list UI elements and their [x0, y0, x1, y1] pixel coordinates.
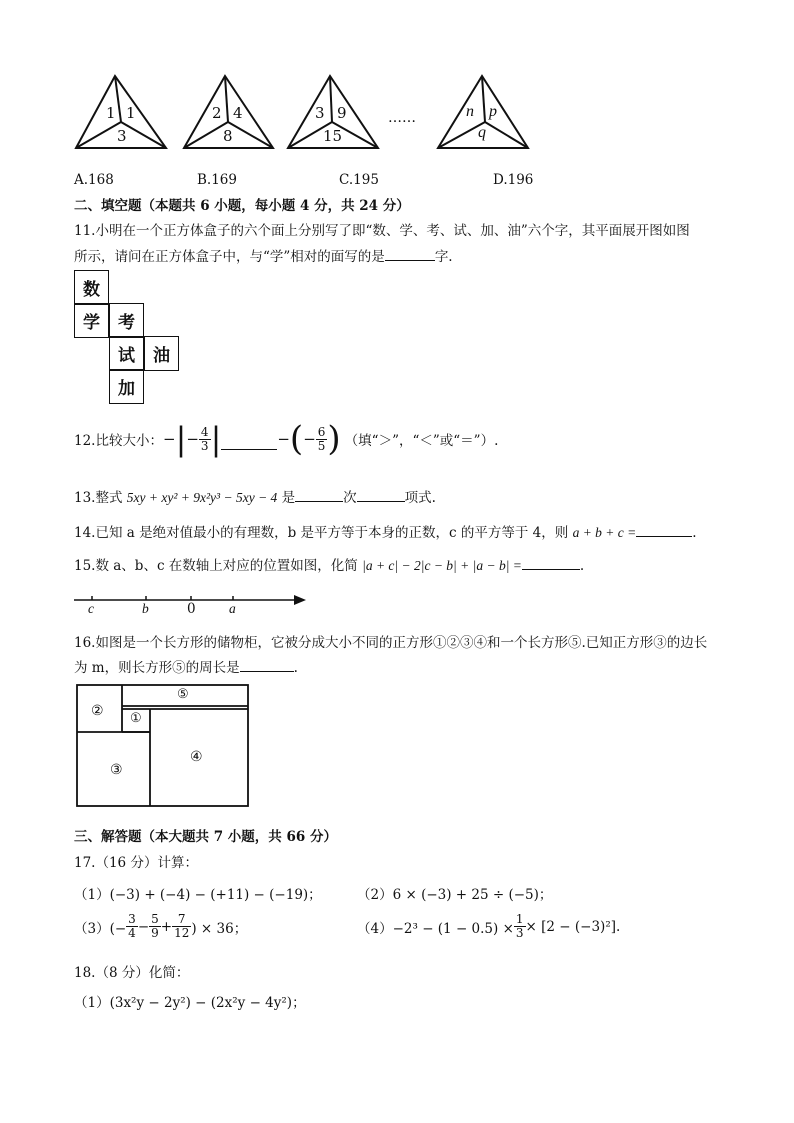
- net-cell-shu: 数: [74, 270, 109, 305]
- triangle-1-left: 1: [106, 104, 116, 122]
- triangle-4-right: p: [489, 103, 497, 120]
- triangle-1-right: 1: [126, 104, 136, 122]
- net-cell-kao: 考: [109, 303, 144, 338]
- q13-blank-2[interactable]: [357, 487, 405, 502]
- q15: 15.数 a、b、c 在数轴上对应的位置如图，化简 |a + c| − 2|c − b| + |a − b| = .: [74, 554, 584, 574]
- cabinet-label-4: ④: [190, 749, 203, 765]
- cube-net: [74, 270, 184, 402]
- ellipsis: ……: [388, 110, 416, 126]
- number-line-b: b: [142, 601, 149, 616]
- q16-line2: 为 m，则长方形⑤的周长是 .: [74, 656, 298, 676]
- q18-part-1: （1）(3x²y − 2y²) − (2x²y − 4y²)；: [74, 995, 306, 1011]
- q12-frac-2: $\frac{6}{5}$: [317, 424, 326, 453]
- q17-part-4: （4）−2³ − (1 − 0.5) × $\frac{1}{3}$ × [2 − (−3)²].: [357, 912, 621, 940]
- triangle-3-left: 3: [315, 104, 325, 122]
- triangle-1-bottom: 3: [117, 127, 127, 145]
- triangle-2-right: 4: [233, 104, 243, 122]
- q15-blank[interactable]: [522, 555, 580, 570]
- q12-prefix: 12.比较大小：: [74, 433, 163, 449]
- q12-blank[interactable]: [221, 435, 277, 450]
- q12: 12.比较大小： − | − $\frac{4}{3}$ | − ( − $\frac{6}{5}$ ) （填“＞”，“＜”或“＝”）.: [74, 419, 499, 459]
- q11-line1: 11.小明在一个正方体盒子的六个面上分别写了即“数、学、考、试、加、油”六个字，其平面展开图如图: [74, 223, 690, 239]
- q11-line2: [74, 245, 453, 265]
- option-b: B.169: [197, 172, 237, 188]
- q11-end: 字.: [434, 249, 453, 265]
- q16-line1: 16.如图是一个长方形的储物柜，它被分成大小不同的正方形①②③④和一个长方形⑤.已知正方形③的边长: [74, 635, 708, 651]
- q15-expr: |a + c| − 2|c − b| + |a − b| =: [362, 558, 522, 573]
- cabinet-label-5: ⑤: [177, 687, 189, 702]
- triangle-3-right: 9: [337, 104, 347, 122]
- q14: 14.已知 a 是绝对值最小的有理数，b 是平方等于本身的正数，c 的平方等于 4，则 a + b + c = .: [74, 521, 697, 541]
- q11-blank[interactable]: [385, 246, 435, 261]
- triangle-2-bottom: 8: [223, 127, 233, 145]
- q17-title: 17.（16 分）计算：: [74, 855, 198, 871]
- q18-title: 18.（8 分）化简：: [74, 965, 190, 981]
- net-cell-xue: 学: [74, 303, 109, 338]
- number-line-c: c: [88, 601, 94, 616]
- option-d: D.196: [493, 172, 534, 188]
- option-c: C.195: [339, 172, 379, 188]
- number-line-zero: 0: [187, 601, 196, 617]
- number-line-a: a: [229, 601, 236, 616]
- cabinet-label-1: ①: [130, 711, 142, 726]
- q17-part-3: （3）(− $\frac{3}{4}$ − $\frac{5}{9}$ + $\frac{7}{12}$ ) × 36；: [74, 912, 248, 940]
- net-cell-shi: 试: [109, 336, 144, 371]
- q11-text: 所示，请问在正方体盒子中，与“学”相对的面写的是: [74, 249, 385, 265]
- q12-frac-1: $\frac{4}{3}$: [200, 424, 209, 453]
- triangle-3-bottom: 15: [323, 127, 343, 145]
- q13-blank-1[interactable]: [295, 487, 343, 502]
- q13-expr: 5xy + xy² + 9x²y³ − 5xy − 4: [126, 490, 278, 505]
- q17-part-2: （2）6 × (−3) + 25 ÷ (−5)；: [357, 887, 553, 903]
- q14-expr: a + b + c =: [572, 525, 637, 540]
- q12-suffix: （填“＞”，“＜”或“＝”）.: [344, 433, 499, 449]
- q13: 13.整式 5xy + xy² + 9x²y³ − 5xy − 4 是 次 项式.: [74, 486, 436, 506]
- cabinet-label-2: ②: [91, 703, 104, 719]
- q17-part-1: （1）(−3) + (−4) − (+11) − (−19)；: [74, 887, 322, 903]
- triangle-figures: [70, 72, 530, 154]
- net-cell-jia: 加: [109, 369, 144, 404]
- net-cell-you: 油: [144, 336, 179, 371]
- q16-blank[interactable]: [240, 657, 294, 672]
- cabinet-label-3: ③: [110, 762, 123, 778]
- triangle-4-left: n: [466, 103, 474, 120]
- triangle-4-bottom: q: [478, 124, 486, 141]
- option-a: A.168: [74, 172, 114, 188]
- triangle-2-left: 2: [212, 104, 222, 122]
- q14-blank[interactable]: [636, 522, 692, 537]
- section-2-title: 二、填空题（本题共 6 小题，每小题 4 分，共 24 分）: [74, 198, 410, 214]
- triangles-svg: [70, 72, 530, 154]
- section-3-title: 三、解答题（本大题共 7 小题，共 66 分）: [74, 829, 337, 845]
